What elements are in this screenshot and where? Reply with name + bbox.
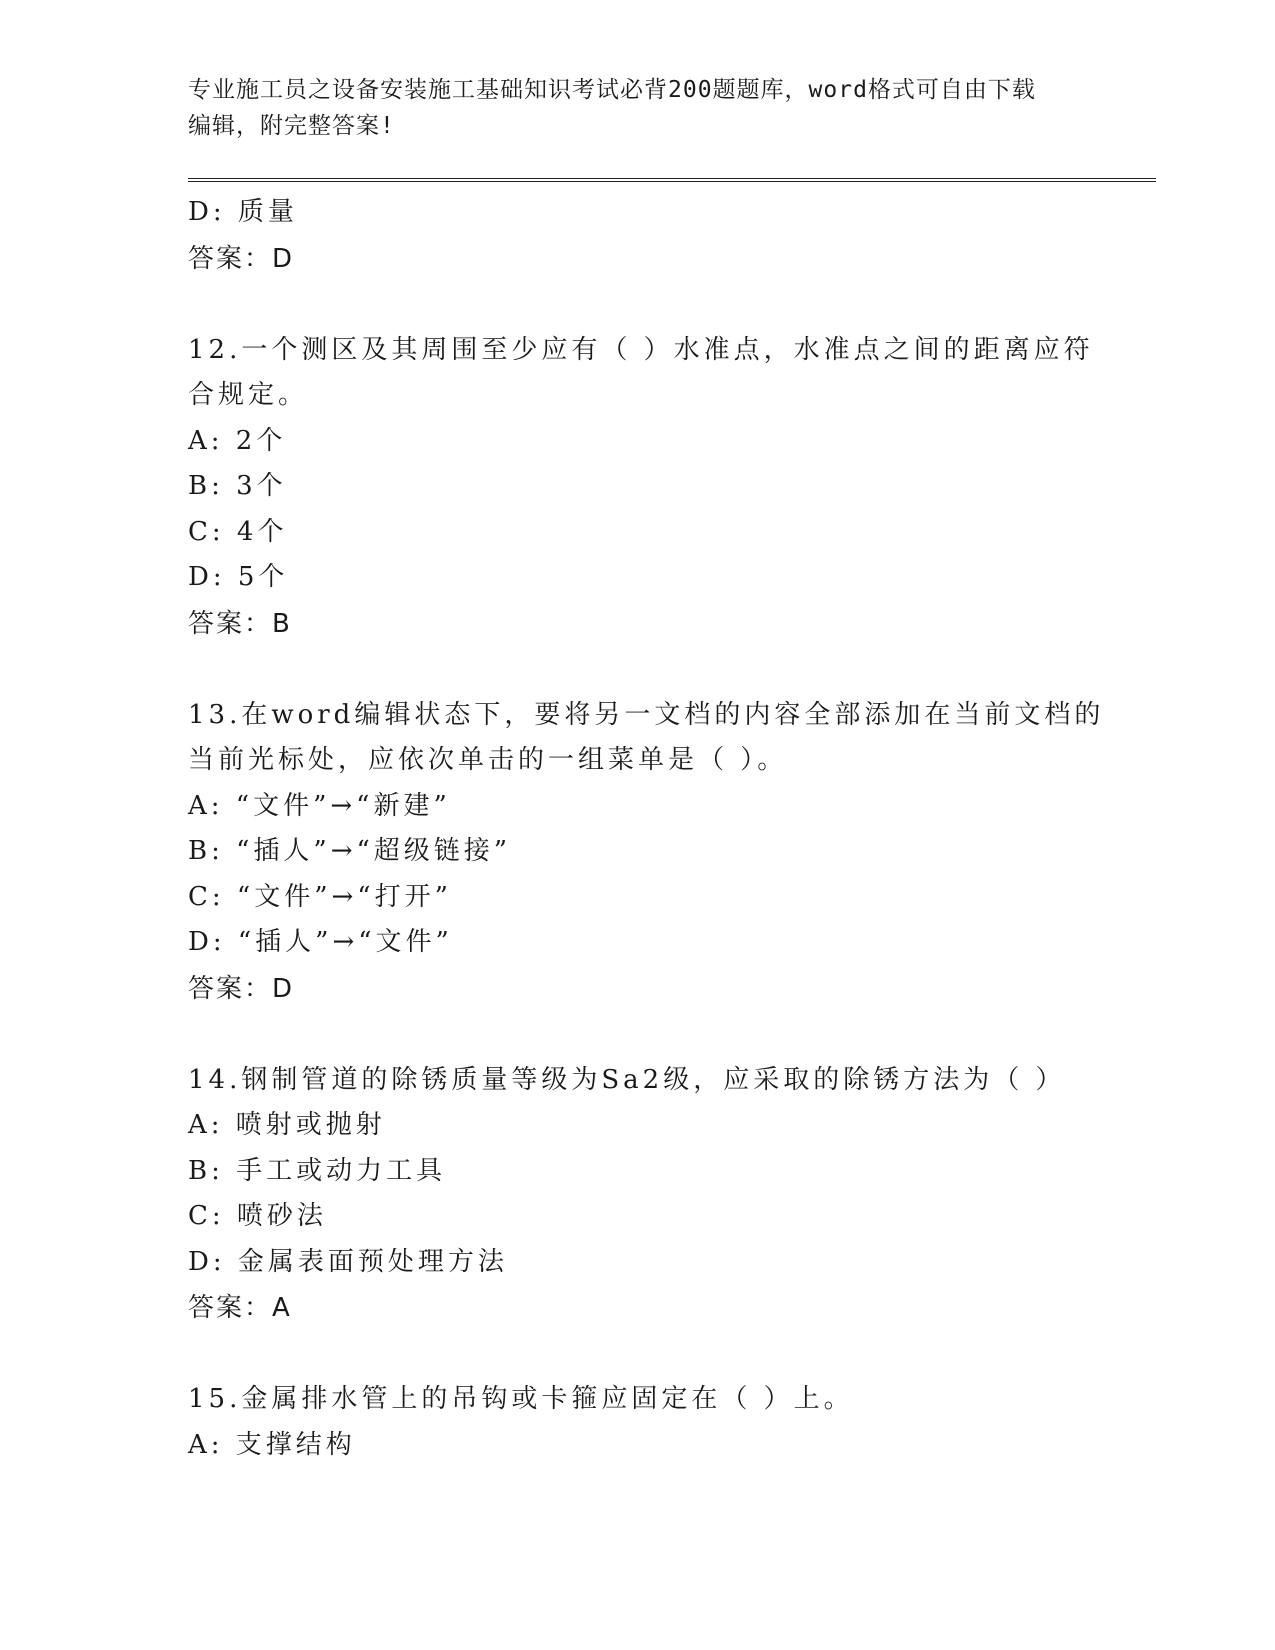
question-stem-cont: 合规定。 [188,380,309,410]
question-12 [188,328,1094,647]
option-a: A: 支撑结构 [188,1429,356,1460]
spacer [188,1012,1088,1058]
option-c: C: 喷砂法 [188,1201,327,1231]
option-d: D: 金属表面预处理方法 [188,1246,508,1277]
option-d: D: “插人”→“文件” [188,927,453,957]
question-15 [188,1377,1088,1468]
question-stem: 14.钢制管道的除锈质量等级为Sa2级，应采取的除锈方法为（ ） [188,1064,1066,1095]
spacer [188,647,1088,693]
option-b: B: “插人”→“超级链接” [188,836,512,866]
header-title-line-1: 专业施工员之设备安装施工基础知识考试必背200题题库，word格式可自由下载 [188,77,1036,103]
option-b: B: 3个 [188,471,287,501]
question-stem: 12.一个测区及其周围至少应有（ ）水准点，水准点之间的距离应符 [188,334,1094,365]
answer-label: 答案：B [188,608,292,639]
previous-question-tail [188,190,1088,282]
option-a: A: 2个 [188,425,287,456]
option-a: A: 喷射或抛射 [188,1110,386,1140]
header-divider [188,178,1156,182]
question-13 [188,693,1105,1012]
question-stem-cont: 当前光标处，应依次单击的一组菜单是（ ）。 [188,745,788,775]
question-stem: 15.金属排水管上的吊钩或卡箍应固定在（ ）上。 [188,1384,854,1414]
option-a: A: “文件”→“新建” [188,790,451,821]
document-body [188,190,1105,1468]
question-stem: 13.在word编辑状态下，要将另一文档的内容全部添加在当前文档的 [188,699,1105,730]
option-c: C: 4个 [188,516,288,547]
header-title-line-2: 编辑，附完整答案! [188,113,395,139]
spacer [188,282,1088,328]
option-b: B: 手工或动力工具 [188,1155,447,1186]
page-header [188,72,1068,144]
option-d: D: 质量 [188,197,298,227]
spacer [188,1331,1088,1377]
option-d: D: 5个 [188,562,289,592]
answer-label: 答案：D [188,973,295,1004]
answer-label: 答案：A [188,1293,292,1323]
option-c: C: “文件”→“打开” [188,881,452,912]
question-14 [188,1058,1088,1332]
answer-label: 答案：D [188,243,295,274]
